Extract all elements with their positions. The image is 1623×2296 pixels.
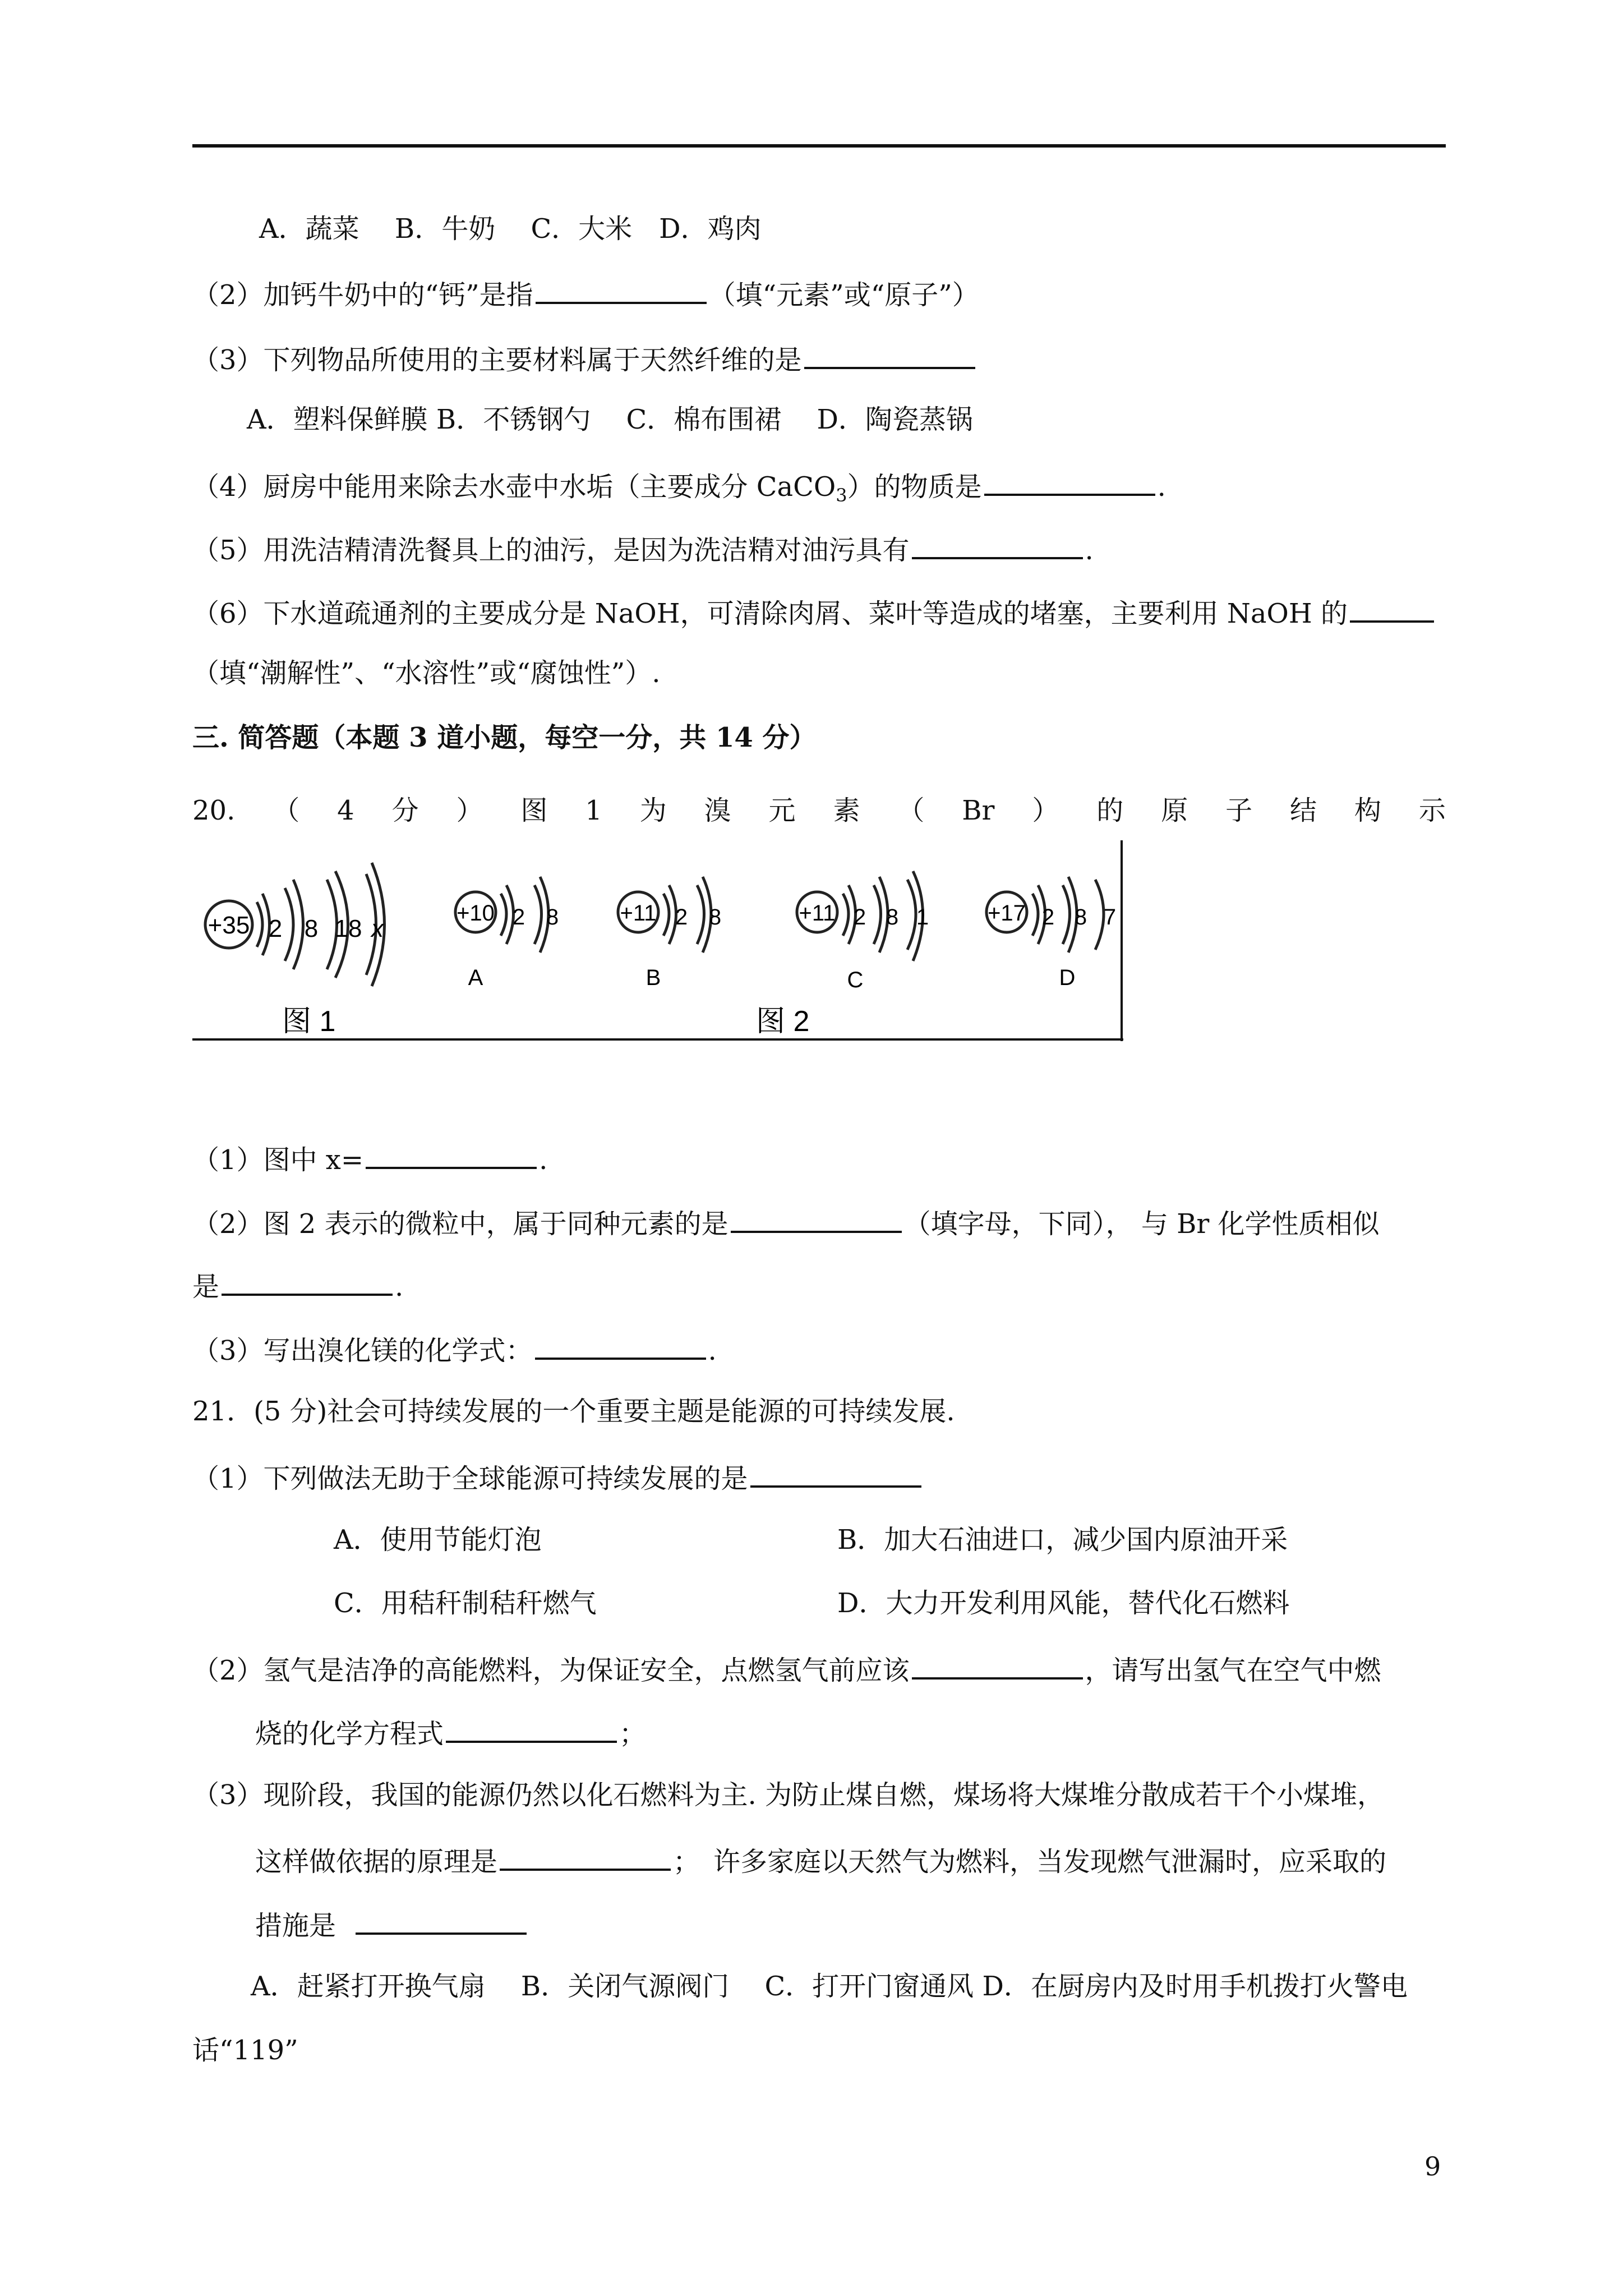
atom-b-shell-1: 2 <box>675 905 688 930</box>
q20-intro-char: Br <box>962 795 995 826</box>
q20-intro-char: 溴 <box>704 795 731 826</box>
atom-d-shell-3: 7 <box>1103 905 1117 930</box>
q19-part-6: （6）下水道疏通剂的主要成分是 NaOH，可清除肉屑、菜叶等造成的堵塞，主要利用 NaOH 的 <box>192 593 1436 631</box>
atom-d-shell-2: 8 <box>1074 905 1087 930</box>
q20-intro-char: 示 <box>1418 795 1446 826</box>
q21-option-a: A．使用节能灯泡 <box>334 1524 542 1556</box>
q20-intro-char: 素 <box>833 795 860 826</box>
q19-part-6-line-2: （填“潮解性”、“水溶性”或“腐蚀性”）. <box>192 657 661 689</box>
atom-a-nucleus: +10 <box>457 901 495 926</box>
q21-part-1: （1）下列做法无助于全球能源可持续发展的是 <box>192 1458 924 1496</box>
q20-intro-char: 构 <box>1354 795 1381 826</box>
answer-blank[interactable] <box>446 1714 617 1743</box>
q21-part-3-line-1: （3）现阶段，我国的能源仍然以化石燃料为主. 为防止煤自燃，煤场将大煤堆分散成若干个小煤堆， <box>192 1779 1385 1811</box>
page-number: 9 <box>1424 2151 1441 2182</box>
atomic-structure-figure <box>192 840 1123 1041</box>
q21-part-2-line-2: 烧的化学方程式 ； <box>255 1714 646 1751</box>
answer-blank[interactable] <box>500 1842 671 1871</box>
atom-c-shell-1: 2 <box>853 905 866 930</box>
q20-intro-char: 结 <box>1290 795 1317 826</box>
atom-d-nucleus: +17 <box>988 901 1026 926</box>
br-shell-2: 8 <box>304 915 319 942</box>
q20-intro-char: 元 <box>768 795 796 826</box>
q19-options-3: A．塑料保鲜膜 B．不锈钢勺 C．棉布围裙 D．陶瓷蒸锅 <box>247 404 973 435</box>
q21-part-3-line-3: 措施是 <box>255 1906 529 1943</box>
figure-2-label: 图 2 <box>756 1005 810 1038</box>
atom-c-label: C <box>847 968 864 992</box>
q19-part-3: （3）下列物品所使用的主要材料属于天然纤维的是 <box>192 340 978 377</box>
answer-blank[interactable] <box>1350 593 1434 623</box>
answer-blank[interactable] <box>731 1204 902 1233</box>
atom-d-label: D <box>1059 965 1076 990</box>
atom-a-shell-1: 2 <box>512 905 525 930</box>
br-shell-3: 18 <box>334 915 362 942</box>
figure-1-label: 图 1 <box>282 1005 336 1038</box>
atom-b-nucleus: +11 <box>620 901 657 926</box>
q20-intro-char: 图 <box>520 795 548 826</box>
q20-intro-char: ） <box>456 795 483 826</box>
answer-blank[interactable] <box>366 1140 537 1169</box>
q20-part-1: （1）图中 x= . <box>192 1140 547 1177</box>
atom-b-shell-2: 8 <box>708 905 722 930</box>
section-heading: 三. 简答题（本题 3 道小题，每空一分，共 14 分） <box>192 722 817 753</box>
q21-part-2: （2）氢气是洁净的高能燃料，为保证安全，点燃氢气前应该 ，请写出氢气在空气中燃 <box>192 1650 1381 1687</box>
answer-blank[interactable] <box>912 530 1083 559</box>
answer-blank[interactable] <box>804 340 975 369</box>
atom-c-shell-2: 8 <box>886 905 899 930</box>
q20-intro-char: 为 <box>639 795 667 826</box>
q20-intro-char: 子 <box>1225 795 1253 826</box>
q20-intro-char: ） <box>1032 795 1059 826</box>
atom-c-shell-3: 1 <box>916 905 929 930</box>
q20-intro-char: 20. <box>192 795 236 826</box>
q20-part-2: （2）图 2 表示的微粒中，属于同种元素的是 （填字母，下同）， 与 Br 化学性质相似 <box>192 1204 1380 1241</box>
q19-part-5: （5）用洗洁精清洗餐具上的油污，是因为洗洁精对油污具有 . <box>192 530 1094 567</box>
br-shell-4: x <box>371 915 384 942</box>
q20-intro-char: 1 <box>585 795 602 826</box>
atom-b-label: B <box>645 965 661 990</box>
atom-a-label: A <box>468 965 483 990</box>
q20-intro-char: （ <box>897 795 925 826</box>
atom-d-shell-1: 2 <box>1041 905 1055 930</box>
q19-options-1: A．蔬菜 B．牛奶 C．大米 D．鸡肉 <box>259 213 762 245</box>
q20-intro-char: 的 <box>1096 795 1124 826</box>
q20-intro-char: 4 <box>337 795 354 826</box>
q21-option-b: B．加大石油进口，减少国内原油开采 <box>837 1524 1288 1556</box>
answer-blank[interactable] <box>222 1267 393 1296</box>
header-rule <box>192 144 1446 148</box>
q20-intro <box>192 794 1446 827</box>
answer-blank[interactable] <box>356 1906 527 1935</box>
q20-part-2-line-2: 是 . <box>192 1267 403 1304</box>
q21-intro: 21．(5 分)社会可持续发展的一个重要主题是能源的可持续发展. <box>192 1396 955 1427</box>
q21-options-line-2: 话“119” <box>192 2035 298 2066</box>
q19-part-4: （4）厨房中能用来除去水壶中水垢（主要成分 CaCO$_3$）的物质是 . <box>192 467 1166 512</box>
answer-blank[interactable] <box>535 1331 706 1360</box>
q20-part-3: （3）写出溴化镁的化学式： . <box>192 1331 717 1368</box>
br-nucleus: +35 <box>208 912 250 939</box>
answer-blank[interactable] <box>984 467 1155 496</box>
q20-intro-char: 分 <box>391 795 419 826</box>
atom-a-shell-2: 8 <box>546 905 559 930</box>
q20-intro-char: 原 <box>1161 795 1188 826</box>
q21-option-c: C．用秸秆制秸秆燃气 <box>334 1588 597 1619</box>
answer-blank[interactable] <box>750 1458 921 1488</box>
q19-part-2: （2）加钙牛奶中的“钙”是指 （填“元素”或“原子”） <box>192 275 979 312</box>
answer-blank[interactable] <box>536 275 707 304</box>
q21-option-d: D．大力开发利用风能，替代化石燃料 <box>837 1588 1290 1619</box>
q20-intro-char: （ <box>273 795 300 826</box>
answer-blank[interactable] <box>912 1650 1083 1680</box>
atom-c-nucleus: +11 <box>799 901 836 926</box>
q21-part-3-line-2: 这样做依据的原理是 ； 许多家庭以天然气为燃料，当发现燃气泄漏时，应采取的 <box>255 1842 1386 1879</box>
br-shell-1: 2 <box>268 915 283 942</box>
q21-options-line-1: A．赶紧打开换气扇 B．关闭气源阀门 C．打开门窗通风 D．在厨房内及时用手机拨打火警电 <box>251 1971 1408 2002</box>
